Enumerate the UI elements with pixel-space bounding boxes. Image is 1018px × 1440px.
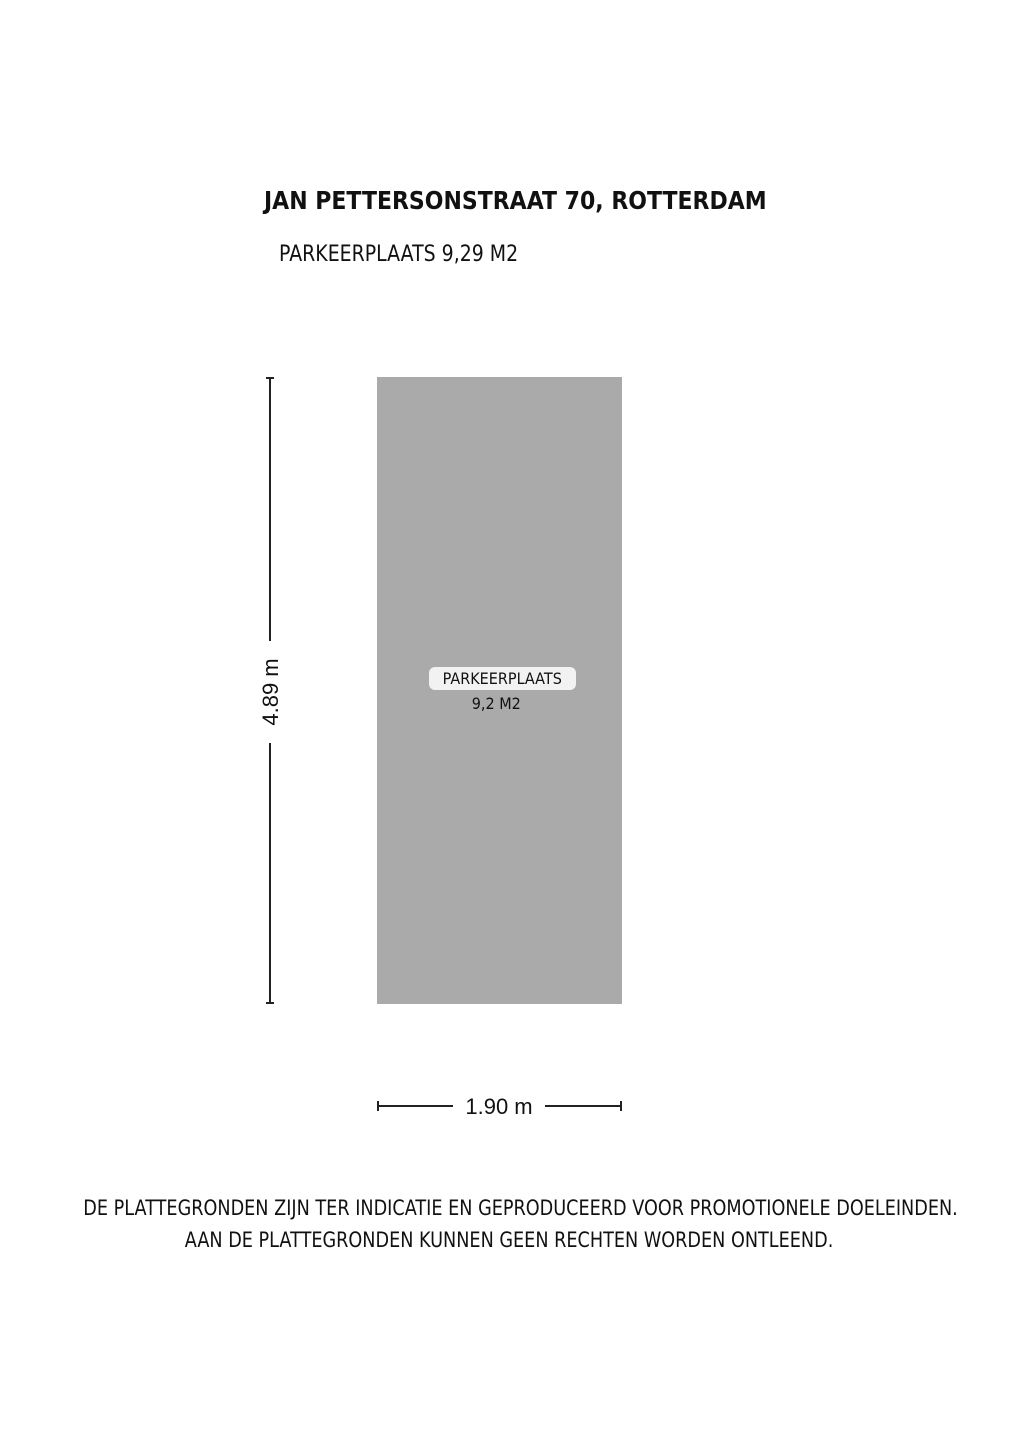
- room-area-label: [429, 694, 563, 714]
- width-dimension-line-left: [377, 1105, 453, 1107]
- width-dimension-right-tick: [620, 1101, 622, 1111]
- disclaimer-line-1: [0, 1192, 1018, 1224]
- parking-space-room: [377, 377, 622, 1004]
- room-name-label: [429, 667, 576, 690]
- width-dimension-line-right: [545, 1105, 622, 1107]
- height-dimension-line-bottom: [269, 743, 271, 1004]
- height-dimension-label: [256, 650, 286, 734]
- disclaimer: [0, 1192, 1018, 1256]
- disclaimer-line-2: [0, 1224, 1018, 1256]
- height-dimension-bottom-tick: [266, 1002, 274, 1004]
- height-dimension-text: 4.89 m: [258, 658, 283, 726]
- room-name-text: PARKEERPLAATS: [442, 669, 563, 688]
- disclaimer-text-2: AAN DE PLATTEGRONDEN KUNNEN GEEN RECHTEN WORDEN ONTLEEND.: [184, 1228, 834, 1252]
- room-area-text: 9,2 M2: [471, 694, 521, 713]
- height-dimension-line-top: [269, 377, 271, 641]
- disclaimer-text-1: DE PLATTEGRONDEN ZIJN TER INDICATIE EN GEPRODUCEERD VOOR PROMOTIONELE DOELEINDEN.: [83, 1196, 958, 1220]
- page-subtitle: PARKEERPLAATS 9,29 M2: [279, 242, 519, 267]
- width-dimension-label: 1.90 m: [465, 1094, 533, 1119]
- page-title: JAN PETTERSONSTRAAT 70, ROTTERDAM: [264, 186, 767, 215]
